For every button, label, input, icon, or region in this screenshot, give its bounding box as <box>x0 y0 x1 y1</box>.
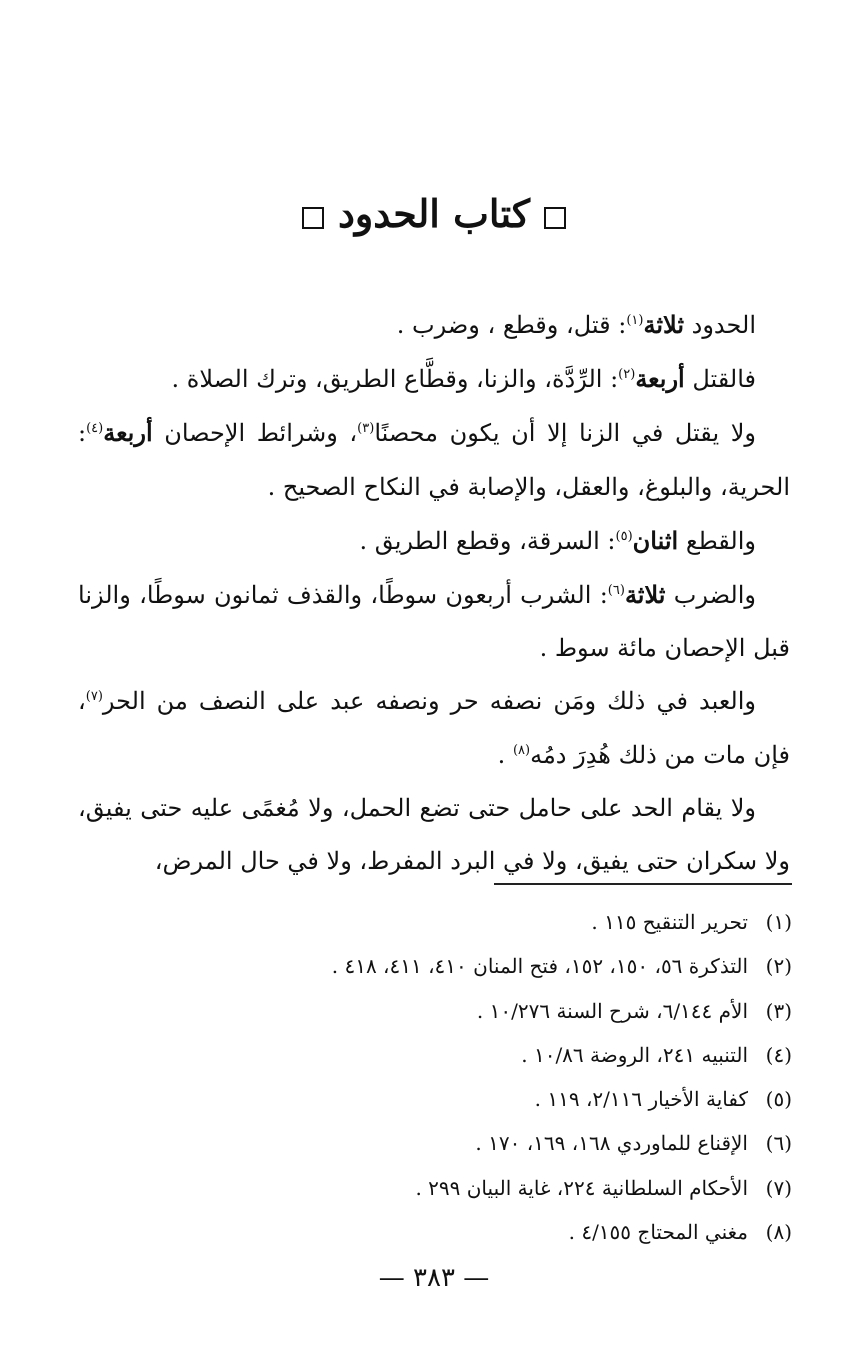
footnote-item <box>100 1121 792 1165</box>
footnote-ref: (١) <box>626 313 644 328</box>
text-run: فالقتل <box>684 365 756 394</box>
footnote-text: التذكرة ٥٦، ١٥٠، ١٥٢، فتح المنان ٤١٠، ٤١١، ٤١٨ . <box>331 954 748 979</box>
footnote-separator <box>494 883 792 885</box>
footnote-ref: (٧) <box>85 689 103 705</box>
bold-term: ثلاثة <box>643 310 685 339</box>
footnotes <box>100 900 792 1254</box>
text-run: ، وشرائط الإحصان <box>152 419 358 448</box>
footnote-text: مغني المحتاج ٤/١٥٥ . <box>568 1220 748 1245</box>
footnote-item <box>100 1033 792 1077</box>
footnote-number: (٢) <box>765 954 792 979</box>
footnote-item <box>100 944 792 988</box>
footnote-ref: (٥) <box>615 528 633 544</box>
paragraph-5 <box>78 568 790 675</box>
paragraph-4 <box>78 514 790 568</box>
main-text <box>78 298 790 888</box>
footnote-number: (٧) <box>765 1175 792 1200</box>
paragraph-7 <box>78 782 790 888</box>
chapter-title <box>0 186 868 242</box>
footnote-text: كفاية الأخيار ٢/١١٦، ١١٩ . <box>534 1087 748 1112</box>
footnote-number: (٥) <box>765 1087 792 1112</box>
text-run: الحدود <box>684 311 756 339</box>
footnote-text: تحرير التنقيح ١١٥ . <box>591 910 748 934</box>
footnote-text: الأم ٦/١٤٤، شرح السنة ١٠/٢٧٦ . <box>476 998 748 1023</box>
text-run: ولا يقام الحد على حامل حتى تضع الحمل، ولا مُغمًى عليه حتى يفيق، ولا سكران حتى يفيق، ولا في البرد المفرط، ولا في حال المرض، <box>78 793 790 876</box>
footnote-ref: (٦) <box>607 583 625 599</box>
footnote-number: (٤) <box>765 1042 792 1067</box>
footnote-text: التنبيه ٢٤١، الروضة ١٠/٨٦ . <box>521 1042 748 1067</box>
footnote-text: الإقناع للماوردي ١٦٨، ١٦٩، ١٧٠ . <box>475 1131 748 1156</box>
footnote-number: (٣) <box>765 998 792 1023</box>
footnote-item <box>100 1077 792 1121</box>
bold-term: أربعة <box>635 364 685 394</box>
footnote-ref: (٨) <box>512 742 531 758</box>
text-run: ، فإن مات من ذلك هُدِرَ دمُه <box>78 687 790 769</box>
text-run: ولا يقتل في الزنا إلا أن يكون محصنًا <box>374 419 756 448</box>
bold-term: اثنان <box>632 525 679 555</box>
footnote-ref: (٢) <box>618 367 636 383</box>
text-run: : الشرب أربعون سوطًا، والقذف ثمانون سوطًا، والزنا قبل الإحصان مائة سوط . <box>78 581 790 663</box>
chapter-title-text: كتاب الحدود <box>337 191 531 236</box>
text-run: والقطع <box>678 526 756 555</box>
text-run: : قتل، وقطع ، وضرب . <box>396 311 627 339</box>
page-number: — ٣٨٣ — <box>378 1263 490 1293</box>
bold-term: أربعة <box>103 418 153 448</box>
footnote-ref: (٤) <box>86 421 104 437</box>
footnote-item <box>100 1210 792 1254</box>
title-box-ornament-left <box>302 207 324 229</box>
text-run: : الرِّدَّة، والزنا، وقطَّاع الطريق، وترك الصلاة . <box>171 365 619 394</box>
footnote-item <box>100 900 792 944</box>
title-box-ornament-right <box>544 207 566 229</box>
text-run: والعبد في ذلك ومَن نصفه حر ونصفه عبد على النصف من الحر <box>102 687 756 716</box>
text-run: والضرب <box>665 581 756 610</box>
text-run: : السرقة، وقطع الطريق . <box>359 526 616 555</box>
paragraph-2 <box>78 352 790 406</box>
paragraph-6 <box>78 675 790 781</box>
text-run: : الحرية، والبلوغ، والعقل، والإصابة في النكاح الصحيح . <box>78 419 790 501</box>
footnote-text: الأحكام السلطانية ٢٢٤، غاية البيان ٢٩٩ . <box>415 1175 748 1200</box>
footnote-number: (١) <box>765 910 792 934</box>
footnote-item <box>100 989 792 1033</box>
footnote-number: (٨) <box>765 1220 792 1245</box>
paragraph-1 <box>78 298 790 352</box>
footnote-number: (٦) <box>765 1131 792 1156</box>
footnote-item <box>100 1166 792 1210</box>
footnote-ref: (٣) <box>357 421 375 437</box>
paragraph-3 <box>78 406 790 513</box>
bold-term: ثلاثة <box>624 580 666 610</box>
text-run: . <box>497 740 513 769</box>
